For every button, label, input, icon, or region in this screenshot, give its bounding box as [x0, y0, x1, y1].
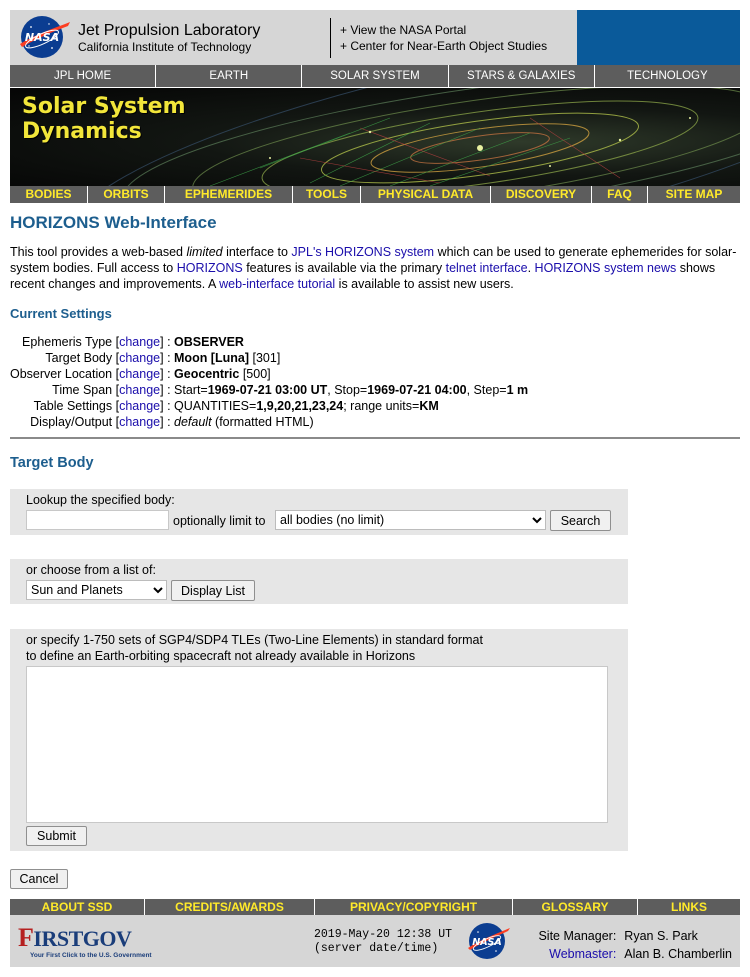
ssd-nav — [10, 186, 740, 203]
site-manager-label: Site Manager: — [538, 929, 617, 943]
intro-text: interface to — [222, 245, 292, 259]
setting-label-text: Table Settings — [33, 399, 113, 413]
firstgov-rest: IRSTGOV — [33, 926, 132, 951]
choose-list-panel — [10, 559, 628, 604]
start-time-value: 1969-07-21 03:00 UT — [207, 383, 328, 397]
target-body-heading: Target Body — [10, 455, 94, 471]
firstgov-logo-icon[interactable] — [18, 921, 152, 961]
telnet-link[interactable]: telnet interface — [445, 261, 528, 275]
step-prefix: , Step= — [466, 383, 507, 397]
change-ephemeris-type-link[interactable]: change — [119, 335, 161, 349]
range-units-prefix: ; range units= — [343, 399, 420, 413]
lookup-label: Lookup the specified body: — [26, 493, 175, 507]
setting-label: Display/Output [change] — [30, 415, 164, 429]
banner-title[interactable] — [22, 94, 186, 144]
page-title: HORIZONS Web-Interface — [10, 213, 217, 232]
nav-privacy-copyright[interactable]: PRIVACY/COPYRIGHT — [315, 899, 513, 915]
target-body-id: [301] — [252, 351, 281, 365]
nav-bodies[interactable]: BODIES — [10, 186, 88, 203]
setting-label-text: Target Body — [45, 351, 113, 365]
nav-glossary[interactable]: GLOSSARY — [513, 899, 638, 915]
nav-technology[interactable]: TECHNOLOGY — [627, 70, 708, 82]
display-list-button[interactable]: Display List — [171, 580, 255, 601]
stop-time-value: 1969-07-21 04:00 — [367, 383, 467, 397]
nav-earth[interactable]: EARTH — [156, 65, 302, 87]
change-target-body-link[interactable]: change — [119, 351, 161, 365]
server-date-note: (server date/time) — [314, 942, 439, 955]
change-display-output-link[interactable]: change — [119, 415, 161, 429]
setting-row — [10, 366, 528, 382]
setting-value: : default (formatted HTML) — [163, 415, 314, 429]
setting-label: Time Span [change] — [52, 383, 164, 397]
nasa-logo-icon[interactable] — [16, 14, 72, 60]
nav-tools[interactable]: TOOLS — [293, 186, 361, 203]
setting-label: Ephemeris Type [change] — [22, 335, 164, 349]
setting-label-text: Observer Location — [10, 367, 113, 381]
server-date-value: 2019-May-20 12:38 UT — [314, 928, 453, 941]
setting-row — [10, 350, 528, 366]
intro-text: features is available via the primary — [242, 261, 446, 275]
range-units-value: KM — [419, 399, 439, 413]
setting-value: : OBSERVER — [163, 335, 244, 349]
change-table-settings-link[interactable]: change — [119, 399, 161, 413]
site-footer — [10, 915, 740, 967]
nav-discovery[interactable]: DISCOVERY — [491, 186, 592, 203]
nav-about-ssd[interactable]: ABOUT SSD — [10, 899, 145, 915]
site-credits — [530, 926, 734, 964]
setting-value: : Moon [Luna] [301] — [163, 351, 281, 365]
setting-label: Table Settings [change] — [33, 399, 164, 413]
site-header — [10, 10, 740, 65]
firstgov-wordmark — [18, 923, 131, 953]
intro-text: shows recent changes and improvements. A — [10, 261, 716, 291]
nav-physical-data[interactable]: PHYSICAL DATA — [361, 186, 491, 203]
intro-text: which can be used to generate ephemerides for solar-system bodies. Full access to — [10, 245, 737, 275]
observer-location-value: Geocentric — [174, 367, 240, 381]
step-value: 1 m — [506, 383, 529, 397]
nav-links[interactable]: LINKS — [671, 900, 707, 914]
setting-label: Observer Location [change] — [10, 367, 164, 381]
setting-label-text: Display/Output — [30, 415, 113, 429]
settings-table — [10, 334, 528, 430]
start-prefix: Start= — [174, 383, 208, 397]
search-button[interactable]: Search — [550, 510, 611, 531]
webmaster-label — [532, 946, 616, 962]
org-title[interactable]: Jet Propulsion Laboratory — [78, 22, 261, 39]
stop-prefix: , Stop= — [327, 383, 368, 397]
intro-limited: limited — [186, 245, 223, 259]
setting-label-text: Ephemeris Type — [22, 335, 113, 349]
nav-stars-galaxies[interactable]: STARS & GALAXIES — [449, 65, 595, 87]
setting-value: : QUANTITIES=1,9,20,21,23,24; range units=KM — [163, 399, 439, 413]
banner-title-line2: Dynamics — [22, 119, 142, 144]
nav-ephemerides[interactable]: EPHEMERIDES — [165, 186, 293, 203]
current-settings-heading: Current Settings — [10, 306, 112, 321]
webmaster-row — [532, 946, 732, 962]
nav-jpl-home[interactable]: JPL HOME — [10, 65, 156, 87]
intro-text: is available to assist new users. — [335, 277, 514, 291]
header-blue-block — [577, 10, 740, 65]
svg-text:NASA: NASA — [24, 31, 60, 44]
site-manager-name: Ryan S. Park — [624, 929, 698, 943]
site-manager-row — [532, 928, 732, 944]
neo-studies-link[interactable]: + Center for Near-Earth Object Studies — [340, 39, 548, 53]
tle-panel — [10, 629, 628, 851]
ssd-banner — [10, 88, 740, 186]
tle-label-line1: or specify 1-750 sets of SGP4/SDP4 TLEs (Two-Line Elements) in standard format — [26, 633, 483, 647]
intro-text: . — [527, 261, 535, 275]
banner-title-line1: Solar System — [22, 94, 186, 119]
setting-row — [10, 398, 528, 414]
setting-value: : Geocentric [500] — [163, 367, 271, 381]
webmaster-link[interactable]: Webmaster: — [549, 947, 617, 961]
webmaster-name: Alan B. Chamberlin — [624, 947, 732, 961]
tle-label-line2: to define an Earth-orbiting spacecraft not already available in Horizons — [26, 649, 416, 663]
observer-location-id: [500] — [242, 367, 271, 381]
setting-value: : Start=1969-07-21 03:00 UT, Stop=1969-07-21 04:00, Step=1 m — [163, 383, 529, 397]
footer-nav — [10, 899, 740, 915]
change-observer-location-link[interactable]: change — [119, 367, 161, 381]
svg-text:NASA: NASA — [472, 937, 502, 948]
horizons-news-link[interactable]: HORIZONS system news — [534, 261, 677, 275]
quantities-value: 1,9,20,21,23,24 — [256, 399, 344, 413]
body-list-select[interactable] — [26, 580, 167, 600]
setting-row — [10, 382, 528, 398]
horizons-link[interactable]: HORIZONS — [176, 261, 243, 275]
org-subtitle[interactable]: California Institute of Technology — [78, 40, 252, 54]
nasa-portal-link[interactable]: + View the NASA Portal — [340, 23, 467, 37]
nav-site-map[interactable]: SITE MAP — [665, 187, 723, 201]
setting-label-text: Time Span — [52, 383, 113, 397]
limit-select[interactable] — [275, 510, 546, 530]
lookup-body-input[interactable] — [26, 510, 169, 530]
nav-credits-awards[interactable]: CREDITS/AWARDS — [145, 899, 315, 915]
setting-row — [10, 414, 528, 430]
jpl-horizons-link[interactable]: JPL's HORIZONS system — [291, 245, 435, 259]
top-nav — [10, 65, 740, 87]
intro-paragraph — [10, 244, 740, 292]
tle-textarea[interactable] — [26, 666, 608, 823]
nav-solar-system[interactable]: SOLAR SYSTEM — [302, 65, 448, 87]
nav-orbits[interactable]: ORBITS — [88, 186, 165, 203]
display-output-format: (formatted HTML) — [215, 415, 314, 429]
cancel-button[interactable]: Cancel — [10, 869, 68, 889]
setting-row — [10, 334, 528, 350]
ephemeris-type-value: OBSERVER — [174, 335, 244, 349]
firstgov-f: F — [18, 923, 34, 952]
display-output-value: default — [174, 415, 212, 429]
change-time-span-link[interactable]: change — [119, 383, 161, 397]
nav-faq[interactable]: FAQ — [592, 186, 648, 203]
choose-list-label: or choose from a list of: — [26, 563, 156, 577]
nasa-logo-icon[interactable] — [465, 921, 511, 961]
header-divider — [330, 18, 331, 58]
target-body-value: Moon [Luna] — [174, 351, 249, 365]
server-date — [314, 928, 452, 956]
limit-label: optionally limit to — [173, 514, 266, 528]
firstgov-tagline: Your First Click to the U.S. Government — [30, 952, 152, 959]
section-divider — [10, 437, 740, 439]
tutorial-link[interactable]: web-interface tutorial — [219, 277, 336, 291]
setting-label: Target Body [change] — [45, 351, 164, 365]
quantities-prefix: QUANTITIES= — [174, 399, 257, 413]
submit-button[interactable]: Submit — [26, 826, 87, 846]
lookup-panel — [10, 489, 628, 535]
intro-text: This tool provides a web-based — [10, 245, 187, 259]
